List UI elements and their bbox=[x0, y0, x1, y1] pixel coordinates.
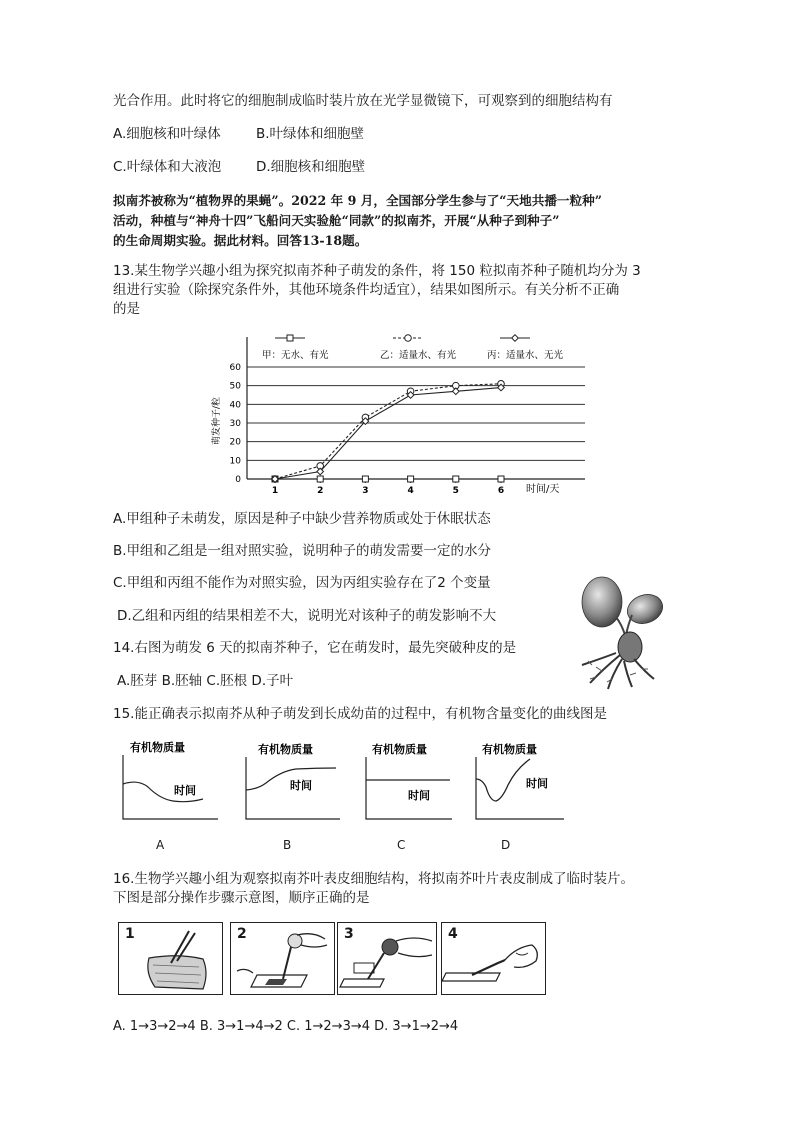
y-tick-label: 60 bbox=[229, 363, 241, 373]
q13-stem-2: 组进行实验（除探究条件外，其他环境条件均适宜），结果如图所示。有关分析不正确 bbox=[113, 282, 620, 298]
chart-legend bbox=[262, 335, 564, 361]
x-tick-label: 6 bbox=[497, 486, 505, 496]
step-2-number: 2 bbox=[237, 926, 247, 942]
y-tick-label: 50 bbox=[229, 381, 241, 392]
step-3-panel bbox=[337, 922, 437, 995]
legend-label-0: 甲：无水、有光 bbox=[262, 350, 329, 361]
chart-x-label: 时间/天 bbox=[526, 484, 560, 495]
q12-option-c: C.叶绿体和大液泡 bbox=[113, 159, 222, 175]
y-tick-label: 40 bbox=[229, 400, 241, 411]
graph-b-y-label: 有机物质量 bbox=[258, 743, 313, 756]
graph-c-x-label: 时间 bbox=[408, 789, 430, 802]
q15-label-a: A bbox=[156, 838, 165, 852]
q15-graph-a bbox=[118, 737, 228, 827]
marker-square bbox=[362, 476, 368, 482]
seedling-image bbox=[572, 575, 667, 693]
q13-stem-1: 13.某生物学兴趣小组为探究拟南芥种子萌发的条件，将 150 粒拟南芥种子随机均分为 3 bbox=[113, 263, 641, 279]
q15-stem: 15.能正确表示拟南芥从种子萌发到长成幼苗的过程中，有机物含量变化的曲线图是 bbox=[113, 706, 607, 722]
y-tick-label: 0 bbox=[235, 475, 241, 485]
chart-y-label: 萌发种子/粒 bbox=[212, 396, 222, 445]
marker-diamond bbox=[453, 388, 460, 395]
x-tick-label: 3 bbox=[362, 486, 369, 496]
material-line-1: 拟南芥被称为“植物界的果蝇”。2022 年 9 月，全国部分学生参与了“天地共播一粒种” bbox=[113, 193, 602, 208]
series-line-2 bbox=[275, 388, 501, 479]
chart-series bbox=[272, 381, 505, 483]
q12-option-a: A.细胞核和叶绿体 bbox=[113, 126, 221, 142]
q13-stem-3: 的是 bbox=[113, 301, 140, 317]
graph-a-y-label: 有机物质量 bbox=[130, 741, 185, 754]
q15-graph-b bbox=[236, 737, 346, 827]
q14-options: A.胚芽 B.胚轴 C.胚根 D.子叶 bbox=[117, 673, 294, 689]
q13-option-c: C.甲组和丙组不能作为对照实验，因为丙组实验存在了2 个变量 bbox=[113, 575, 491, 591]
step-4-number: 4 bbox=[448, 926, 458, 942]
step-1-panel bbox=[118, 922, 223, 995]
legend-label-2: 丙：适量水、无光 bbox=[487, 350, 564, 361]
graph-b-x-label: 时间 bbox=[290, 779, 312, 792]
q16-stem-2: 下图是部分操作步骤示意图，顺序正确的是 bbox=[113, 890, 370, 906]
marker-square bbox=[287, 335, 293, 341]
q12-option-d: D.细胞核和细胞壁 bbox=[256, 159, 366, 175]
q15-graph-c bbox=[360, 737, 460, 827]
marker-circle bbox=[405, 335, 412, 342]
y-tick-label: 20 bbox=[229, 437, 241, 448]
step-3-number: 3 bbox=[344, 926, 354, 942]
q13-option-a: A.甲组种子未萌发，原因是种子中缺少营养物质或处于休眠状态 bbox=[113, 511, 491, 527]
graph-d-y-label: 有机物质量 bbox=[482, 743, 537, 756]
x-tick-label: 4 bbox=[407, 486, 414, 496]
marker-square bbox=[317, 476, 323, 482]
step-2-panel bbox=[230, 922, 335, 995]
graph-a-x-label: 时间 bbox=[174, 784, 196, 797]
marker-square bbox=[453, 476, 459, 482]
q16-stem-1: 16.生物学兴趣小组为观察拟南芥叶表皮细胞结构，将拟南芥叶片表皮制成了临时装片。 bbox=[113, 871, 634, 887]
q15-label-c: C bbox=[397, 838, 406, 852]
material-line-2: 活动，种植与“神舟十四”飞船问天实验舱“同款”的拟南芥，开展“从种子到种子” bbox=[113, 213, 560, 228]
marker-square bbox=[498, 476, 504, 482]
q16-options: A. 1→3→2→4 B. 3→1→4→2 C. 1→2→3→4 D. 3→1→2→4 bbox=[113, 1019, 459, 1034]
q15-label-d: D bbox=[501, 838, 511, 852]
q13-option-d: D.乙组和丙组的结果相差不大，说明光对该种子的萌发影响不大 bbox=[117, 608, 497, 624]
q15-label-b: B bbox=[283, 838, 292, 852]
series-line-1 bbox=[275, 384, 501, 479]
q12-option-b: B.叶绿体和细胞壁 bbox=[256, 126, 365, 142]
chart-grid bbox=[247, 367, 585, 460]
y-tick-label: 10 bbox=[229, 456, 241, 467]
x-tick-label: 2 bbox=[317, 486, 324, 496]
x-tick-label: 5 bbox=[452, 486, 459, 496]
graph-c-y-label: 有机物质量 bbox=[372, 743, 427, 756]
marker-diamond bbox=[512, 335, 519, 342]
material-line-3: 的生命周期实验。据此材料。回答13-18题。 bbox=[113, 233, 368, 248]
y-tick-label: 30 bbox=[229, 419, 241, 429]
q13-option-b: B.甲组和乙组是一组对照实验，说明种子的萌发需要一定的水分 bbox=[113, 543, 492, 559]
q15-graph-d bbox=[470, 737, 570, 827]
chart-x-ticks bbox=[272, 479, 504, 496]
seed-germination-chart bbox=[200, 330, 600, 500]
step-1-number: 1 bbox=[125, 926, 135, 942]
legend-label-1: 乙：适量水、有光 bbox=[380, 350, 457, 361]
chart-y-ticks bbox=[230, 363, 242, 485]
step-4-panel bbox=[441, 922, 546, 995]
x-tick-label: 1 bbox=[271, 486, 279, 496]
q12-stem: 光合作用。此时将它的细胞制成临时装片放在光学显微镜下，可观察到的细胞结构有 bbox=[113, 93, 613, 109]
q14-stem: 14.右图为萌发 6 天的拟南芥种子，它在萌发时，最先突破种皮的是 bbox=[113, 640, 517, 656]
graph-d-x-label: 时间 bbox=[526, 777, 548, 790]
marker-square bbox=[408, 476, 414, 482]
